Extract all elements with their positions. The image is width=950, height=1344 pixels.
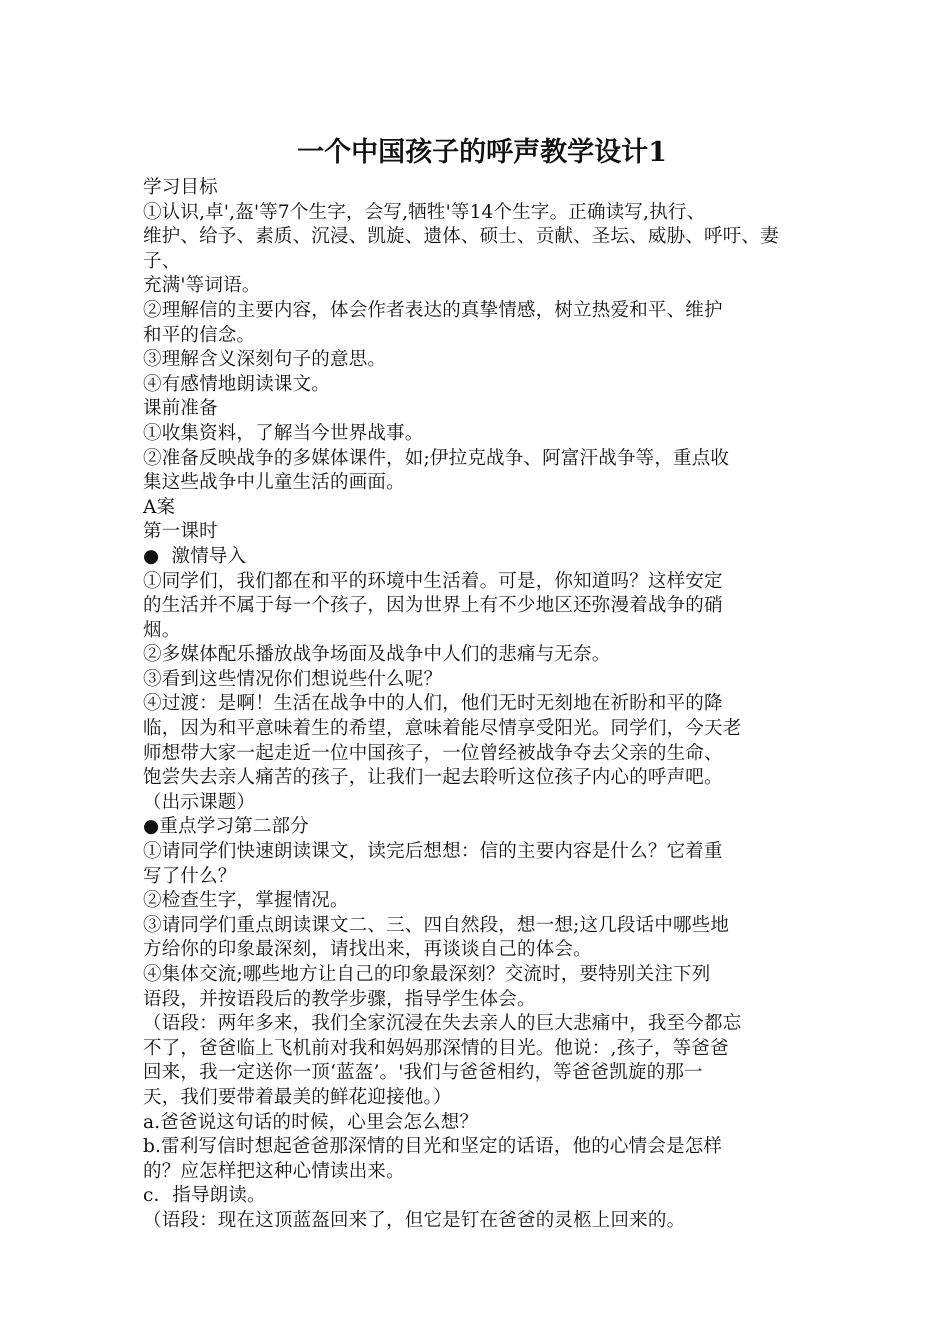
text-line: 语段，并按语段后的教学步骤，指导学生体会。 [143,988,536,1010]
text-line: 的？应怎样把这种心情读出来。 [143,1160,405,1182]
text-line: 学习目标 [143,177,218,198]
text-line: ②检查生字，掌握情况。 [143,890,349,912]
text-line: a.爸爸说这句话的时候，心里会怎么想？ [143,1111,479,1133]
document-title: 一个中国孩子的呼声教学设计1 [297,137,667,168]
text-line: 课前准备 [143,398,218,420]
text-line: （语段：现在这顶蓝盔回来了，但它是钉在爸爸的灵柩上回来的。 [143,1209,686,1231]
text-line: 临，因为和平意味着生的希望，意味着能尽情享受阳光。同学们，今天老 [143,718,742,740]
text-line: 烟。 [143,619,181,641]
text-line: A案 [143,496,176,518]
text-line: 天，我们要带着最美的鲜花迎接他。） [143,1086,452,1108]
text-line: 方给你的印象最深刻，请找出来，再谈谈自己的体会。 [143,939,592,961]
text-line: 充满'等词语。 [143,275,261,297]
text-line: 集这些战争中儿童生活的画面。 [143,472,405,494]
text-line: ②准备反映战争的多媒体课件，如;伊拉克战争、阿富汗战争等，重点收 [143,447,730,469]
text-line: （语段：两年多来，我们全家沉浸在失去亲人的巨大悲痛中，我至今都忘 [143,1013,742,1035]
text-line: ②多媒体配乐播放战争场面及战争中人们的悲痛与无奈。 [143,644,611,666]
document-body [143,176,813,1234]
text-line: 维护、给予、素质、沉浸、凯旋、遗体、硕士、贡献、圣坛、威胁、呼吁、妻子、 [143,226,779,272]
text-line: ①请同学们快速朗读课文，读完后想想：信的主要内容是什么？它着重 [143,841,723,863]
text-line: c．指导朗读。 [143,1185,266,1207]
text-line: 的生活并不属于每一个孩子，因为世界上有不少地区还弥漫着战争的硝 [143,595,723,617]
text-line: （出示课题） [143,791,256,813]
text-line: 和平的信念。 [143,324,256,346]
text-line: 师想带大家一起走近一位中国孩子，一位曾经被战争夺去父亲的生命、 [143,742,723,764]
document-page [143,134,813,1234]
text-line: ④过渡：是啊！生活在战争中的人们，他们无时无刻地在祈盼和平的降 [143,693,723,715]
text-line: b.雷利写信时想起爸爸那深情的目光和坚定的话语，他的心情会是怎样 [143,1136,723,1158]
text-line: ④集体交流;哪些地方让自己的印象最深刻？交流时，要特别关注下列 [143,964,711,985]
text-line: ①收集资料，了解当今世界战事。 [143,422,424,444]
text-line: ③看到这些情况你们想说些什么呢？ [143,668,443,690]
text-line: ②理解信的主要内容，体会作者表达的真挚情感，树立热爱和平、维护 [143,299,723,321]
text-line: 第一课时 [143,521,218,543]
text-line: 饱尝失去亲人痛苦的孩子，让我们一起去聆听这位孩子内心的呼声吧。 [143,767,723,789]
text-line: 不了，爸爸临上飞机前对我和妈妈那深情的目光。他说：,孩子，等爸爸 [143,1037,729,1059]
text-line: ③请同学们重点朗读课文二、三、四自然段，想一想;这几段话中哪些地 [143,914,730,936]
text-line: ● 激情导入 [143,545,247,567]
text-line: ●重点学习第二部分 [143,816,309,838]
text-line: ④有感情地朗读课文。 [143,373,331,395]
text-line: 回来，我一定送你一顶‘蓝盔’。'我们与爸爸相约，等爸爸凯旋的那一 [143,1062,703,1084]
text-line: ③理解含义深刻句子的意思。 [143,349,387,371]
text-line: ①认识,卓',盔'等7个生字，会写,牺牲'等14个生字。正确读写,执行、 [143,201,706,223]
text-line: 写了什么？ [143,865,237,887]
text-line: ①同学们，我们都在和平的环境中生活着。可是，你知道吗？这样安定 [143,570,723,592]
